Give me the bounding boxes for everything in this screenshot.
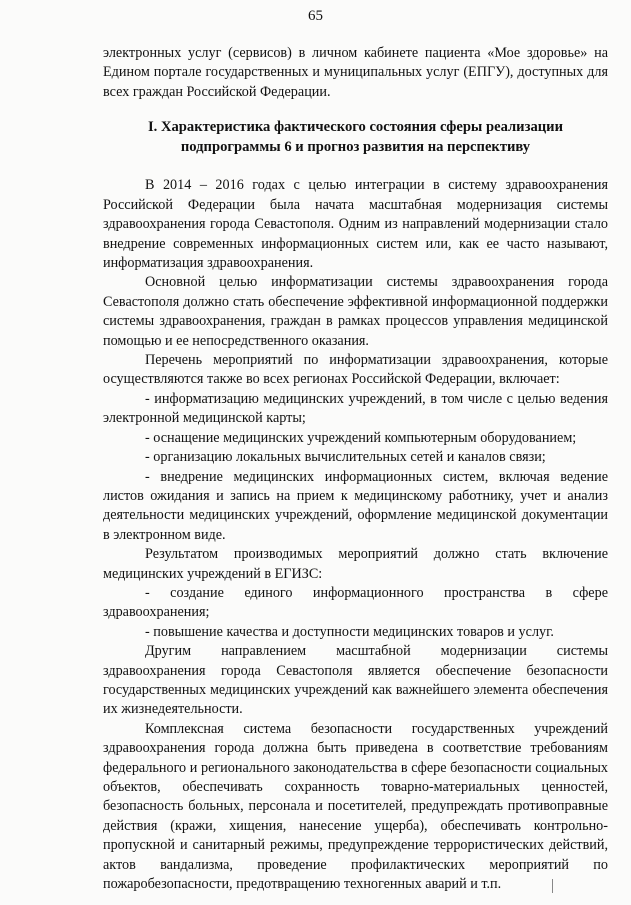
list-item: - повышение качества и доступности медицинских товаров и услуг. <box>145 623 554 640</box>
list-item: - организацию локальных вычислительных сетей и каналов связи; <box>145 449 546 466</box>
section-heading-line-2: подпрограммы 6 и прогноз развития на перспективу <box>180 138 531 155</box>
paragraph-modernization: В 2014 – 2016 годах с целью интеграции в систему здравоохранения Российской Федерации была начата масштабная модернизация системы здравоохранения города Севастополя. Одним из направлений модернизации стало внедрение современных информационных систем или, как ее часто называют, информатизация здравоохранения. <box>103 177 608 272</box>
paragraph-result: Результатом производимых мероприятий должно стать включение медицинских учреждений в ЕГИЗС: <box>103 546 608 582</box>
scan-mark <box>552 879 553 893</box>
intro-block <box>103 44 608 102</box>
section-heading-line-1: I. Характеристика фактического состояния сферы реализации <box>148 119 563 136</box>
list-item: - информатизацию медицинских учреждений, в том числе с целью ведения электронной медицинской карты; <box>103 390 608 427</box>
paragraph-security-direction: Другим направлением масштабной модернизации системы здравоохранения города Севастополя является обеспечение безопасности государственных медицинских учреждений как важнейшего элемента обеспечения их жизнедеятельности. <box>103 643 608 718</box>
list-item: - создание единого информационного пространства в сфере здравоохранения; <box>103 584 608 621</box>
section-heading <box>103 118 608 157</box>
paragraph-security-system: Комплексная система безопасности государственных учреждений здравоохранения города должна быть приведена в соответствие требованиям федерального и регионального законодательства в сфере безопасности социальных объектов, обеспечивать сохранность товарно-материальных ценностей, безопасность больных, персонала и посетителей, предупреждать противоправные действия (кражи, хищения, нанесение ущерба), обеспечивать контрольно-пропускной и санитарный режимы, предупреждение террористических действий, актов вандализма, проведение профилактических мероприятий по пожаробезопасности, предотвращению техногенных аварий и т.п. <box>103 720 608 893</box>
paragraph-main-goal: Основной целью информатизации системы здравоохранения города Севастополя должно стать обеспечение эффективной информационной поддержки системы здравоохранения, граждан в рамках процессов управления медицинской помощью и ее непосредственного оказания. <box>103 274 608 349</box>
list-item: - оснащение медицинских учреждений компьютерным оборудованием; <box>145 429 577 446</box>
page-number: 65 <box>308 8 323 24</box>
page-content <box>103 44 608 894</box>
list-item: - внедрение медицинских информационных систем, включая ведение листов ожидания и запись на прием к медицинскому работнику, учет и анализ деятельности медицинских учреждений, оформление медицинской документации в электронном виде. <box>103 468 608 543</box>
intro-paragraph: электронных услуг (сервисов) в личном кабинете пациента «Мое здоровье» на Едином портале государственных и муниципальных услуг (ЕПГУ), доступных для всех граждан Российской Федерации. <box>103 45 608 100</box>
paragraph-measures-list-intro: Перечень мероприятий по информатизации здравоохранения, которые осуществляются также во всех регионах Российской Федерации, включает: <box>103 352 608 388</box>
